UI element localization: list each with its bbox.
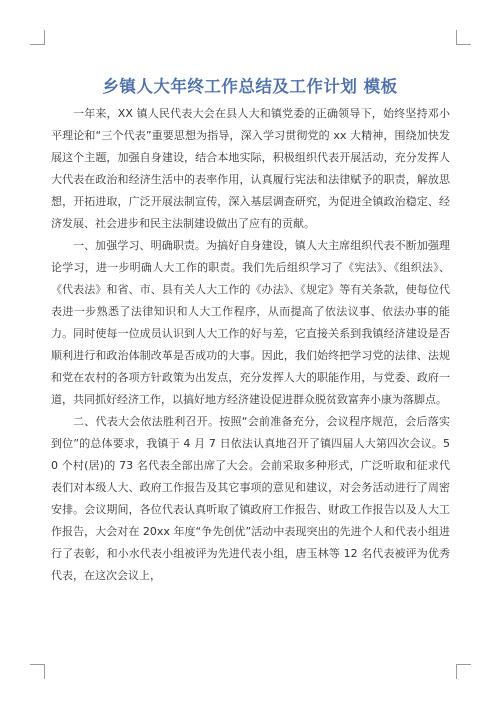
crop-mark-bottom-right xyxy=(456,664,471,679)
paragraph-section-1: 一、加强学习、明确职责。为搞好自身建设，镇人大主席组织代表不断加强理论学习，进一步明确人大工作的职责。我们先后组织学习了《宪法》、《组织法》、《代表法》和省、市、县有关人大工作的《办法》、《规定》等有关条款，使每位代表进一步熟悉了法律知识和人大工作程序，从而提高了依法议事、依法办事的能力。同时使每一位成员认识到人大工作的好与差，它直接关系到我镇经济建设是否顺利进行和政治体制改革是否成功的大事。因此，我们始终把学习党的法律、法规和党在农村的各项方针政策为出发点，充分发挥人大的职能作用，与党委、政府一道，共同抓好经济工作，以搞好地方经济建设促进群众脱贫致富奔小康为落脚点。 xyxy=(51,239,450,406)
crop-mark-top-left xyxy=(30,30,45,45)
document-body xyxy=(51,103,450,587)
document-title: 乡镇人大年终工作总结及工作计划 模板 xyxy=(102,77,398,97)
crop-mark-bottom-left xyxy=(30,664,45,679)
paragraph-section-2: 二、代表大会依法胜利召开。按照“会前准备充分，会议程序规范，会后落实到位”的总体要求，我镇于 4 月 7 日依法认真地召开了镇四届人大第四次会议。50 个村(居)的 73 名代表全部出席了大会。会前采取多种形式，广泛听取和征求代表们对本级人大、政府工作报告及其它事项的意见和建议，对会务活动进行了周密安排。会议期间，各位代表认真听取了镇政府工作报告、财政工作报告以及人大工作报告，大会对在 20xx 年度“争先创优”活动中表现突出的先进个人和代表小组进行了表彰，和小水代表小组被评为先进代表小组，唐玉林等 12 名代表被评为优秀代表，在这次会议上， xyxy=(51,415,450,582)
paragraph-intro: 一年来，XX 镇人民代表大会在县人大和镇党委的正确领导下，始终坚持邓小平理论和“三个代表”重要思想为指导，深入学习贯彻党的 xx 大精神，围绕加快发展这个主题，加强自身建设，结合本地实际，积极组织代表开展活动，充分发挥人大代表在政治和经济生活中的表率作用，认真履行宪法和法律赋予的职责，解放思想，开拓进取，广泛开展法制宣传，深入基层调查研究，为促进全镇政治稳定、经济发展、社会进步和民主法制建设做出了应有的贡献。 xyxy=(51,107,450,230)
crop-mark-top-right xyxy=(456,30,471,45)
